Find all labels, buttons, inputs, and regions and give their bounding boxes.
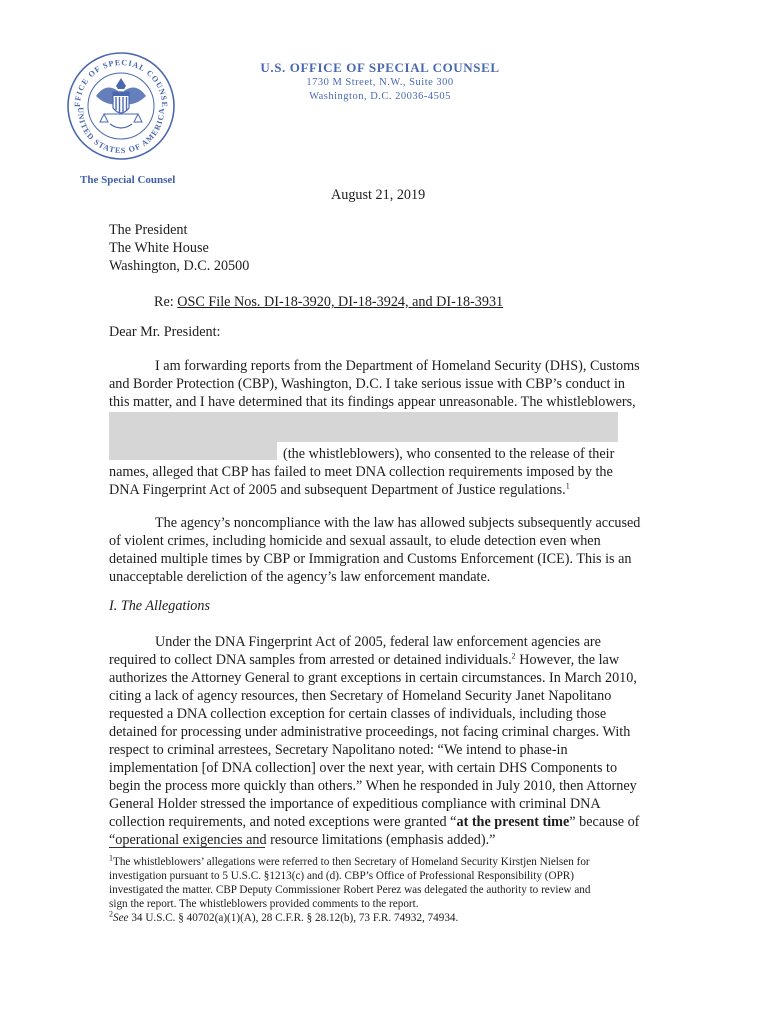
- recipient-line: The White House: [109, 240, 209, 256]
- address-line-2: Washington, D.C. 20036-4505: [309, 91, 451, 102]
- footnote-divider: [109, 847, 265, 848]
- re-line: [154, 293, 503, 311]
- recipient-line: Washington, D.C. 20500: [109, 258, 250, 274]
- text-line: (the whistleblowers), who consented to the release of their: [283, 446, 615, 462]
- text-line: I am forwarding reports from the Department of Homeland Security (DHS), Customs: [155, 358, 640, 374]
- text-line: respect to criminal arrestees, Secretary Napolitano noted: “We intend to phase-in: [109, 742, 568, 758]
- letter-date: August 21, 2019: [331, 187, 426, 203]
- letterhead: [230, 60, 530, 104]
- office-label: The Special Counsel: [80, 174, 176, 186]
- footnote-line: sign the report. The whistleblowers provided comments to the report.: [109, 898, 419, 910]
- address-line-1: 1730 M Street, N.W., Suite 300: [306, 77, 454, 88]
- text-span: 34 U.S.C. § 40702(a)(1)(A), 28 C.F.R. § 28.12(b), 73 F.R. 74932, 74934.: [128, 912, 459, 924]
- text-line: “operational exigencies and resource limitations (emphasis added).”: [109, 832, 496, 848]
- redaction-bar: [109, 442, 277, 460]
- salutation: Dear Mr. President:: [109, 324, 221, 340]
- text-line: [109, 813, 649, 831]
- text-span: However, the law: [515, 652, 620, 668]
- footnote-ref: 2: [511, 651, 516, 661]
- footnote-line: investigation pursuant to 5 U.S.C. §1213(c) and (d). CBP’s Office of Professional Responsibility (OPR): [109, 870, 574, 882]
- text-line: begin the process more quickly than others.” When he responded in July 2010, then Attorney: [109, 778, 637, 794]
- text-line: detained multiple times by CBP or Immigration and Customs Enforcement (ICE). This is an: [109, 551, 632, 567]
- text-line: Under the DNA Fingerprint Act of 2005, federal law enforcement agencies are: [155, 634, 601, 650]
- svg-text:UNITED STATES OF AMERICA: UNITED STATES OF AMERICA: [75, 107, 167, 156]
- redaction-bar: [109, 412, 618, 431]
- text-line: detained for processing under administrative proceedings, not facing criminal charges. With: [109, 724, 631, 740]
- text-line: of violent crimes, including homicide and sexual assault, to elude detection even when: [109, 533, 601, 549]
- text-span: The whistleblowers’ allegations were referred to then Secretary of Homeland Security Kirstjen Nielsen for: [113, 856, 590, 868]
- text-line: The agency’s noncompliance with the law has allowed subjects subsequently accused: [155, 515, 641, 531]
- text-line: unacceptable dereliction of the agency’s law enforcement mandate.: [109, 569, 491, 585]
- recipient-line: The President: [109, 222, 188, 238]
- recipient-block: [109, 221, 249, 275]
- agency-name: U.S. OFFICE OF SPECIAL COUNSEL: [260, 60, 500, 75]
- footnote-number: 2: [109, 909, 113, 919]
- text-span: required to collect DNA samples from arrested or detained individuals.: [109, 652, 512, 668]
- redaction-bar: [109, 431, 618, 442]
- see-signal: See: [113, 912, 129, 924]
- text-line: General Holder stressed the importance of expeditious compliance with criminal DNA: [109, 796, 601, 812]
- footnote-ref: 1: [565, 481, 570, 491]
- footnote-line: investigated the matter. CBP Deputy Commissioner Robert Perez was delegated the authority to review and: [109, 884, 591, 896]
- text-span: collection requirements, and noted exceptions were granted “: [109, 814, 457, 830]
- emphasis-text: at the present time: [456, 814, 570, 830]
- text-line: [109, 651, 649, 669]
- re-prefix: Re:: [154, 294, 178, 310]
- svg-text:OFFICE OF SPECIAL COUNSEL: FFICE OF SPECIAL COUNSE: [72, 57, 170, 108]
- text-line: names, alleged that CBP has failed to meet DNA collection requirements imposed by the: [109, 464, 613, 480]
- footnote-number: 1: [109, 853, 113, 863]
- footnotes: [109, 855, 590, 925]
- paragraph-2: [109, 514, 649, 586]
- seal-icon: [66, 44, 176, 166]
- text-line: citing a lack of agency resources, then Secretary of Homeland Security Janet Napolitano: [109, 688, 612, 704]
- text-line: requested a DNA collection exception for certain classes of individuals, including those: [109, 706, 607, 722]
- text-line: authorizes the Attorney General to grant exceptions in certain circumstances. In March 2010,: [109, 670, 637, 686]
- text-span: ” because of: [569, 814, 640, 830]
- text-line: and Border Protection (CBP), Washington, D.C. I take serious issue with CBP’s conduct in: [109, 376, 626, 392]
- text-line: [109, 481, 649, 499]
- seal-logo: [66, 44, 176, 166]
- re-file-numbers: OSC File Nos. DI-18-3920, DI-18-3924, and DI-18-3931: [177, 294, 504, 310]
- text-line: this matter, and I have determined that its findings appear unreasonable. The whistleblowers,: [109, 394, 636, 410]
- footnote-line: [109, 855, 590, 869]
- text-span: DNA Fingerprint Act of 2005 and subsequent Department of Justice regulations.: [109, 482, 566, 498]
- footnote-line: [109, 911, 590, 925]
- paragraph-3: [109, 633, 649, 849]
- text-line: implementation [of DNA collection] over the next year, with certain DHS Components to: [109, 760, 618, 776]
- section-heading: I. The Allegations: [109, 598, 211, 614]
